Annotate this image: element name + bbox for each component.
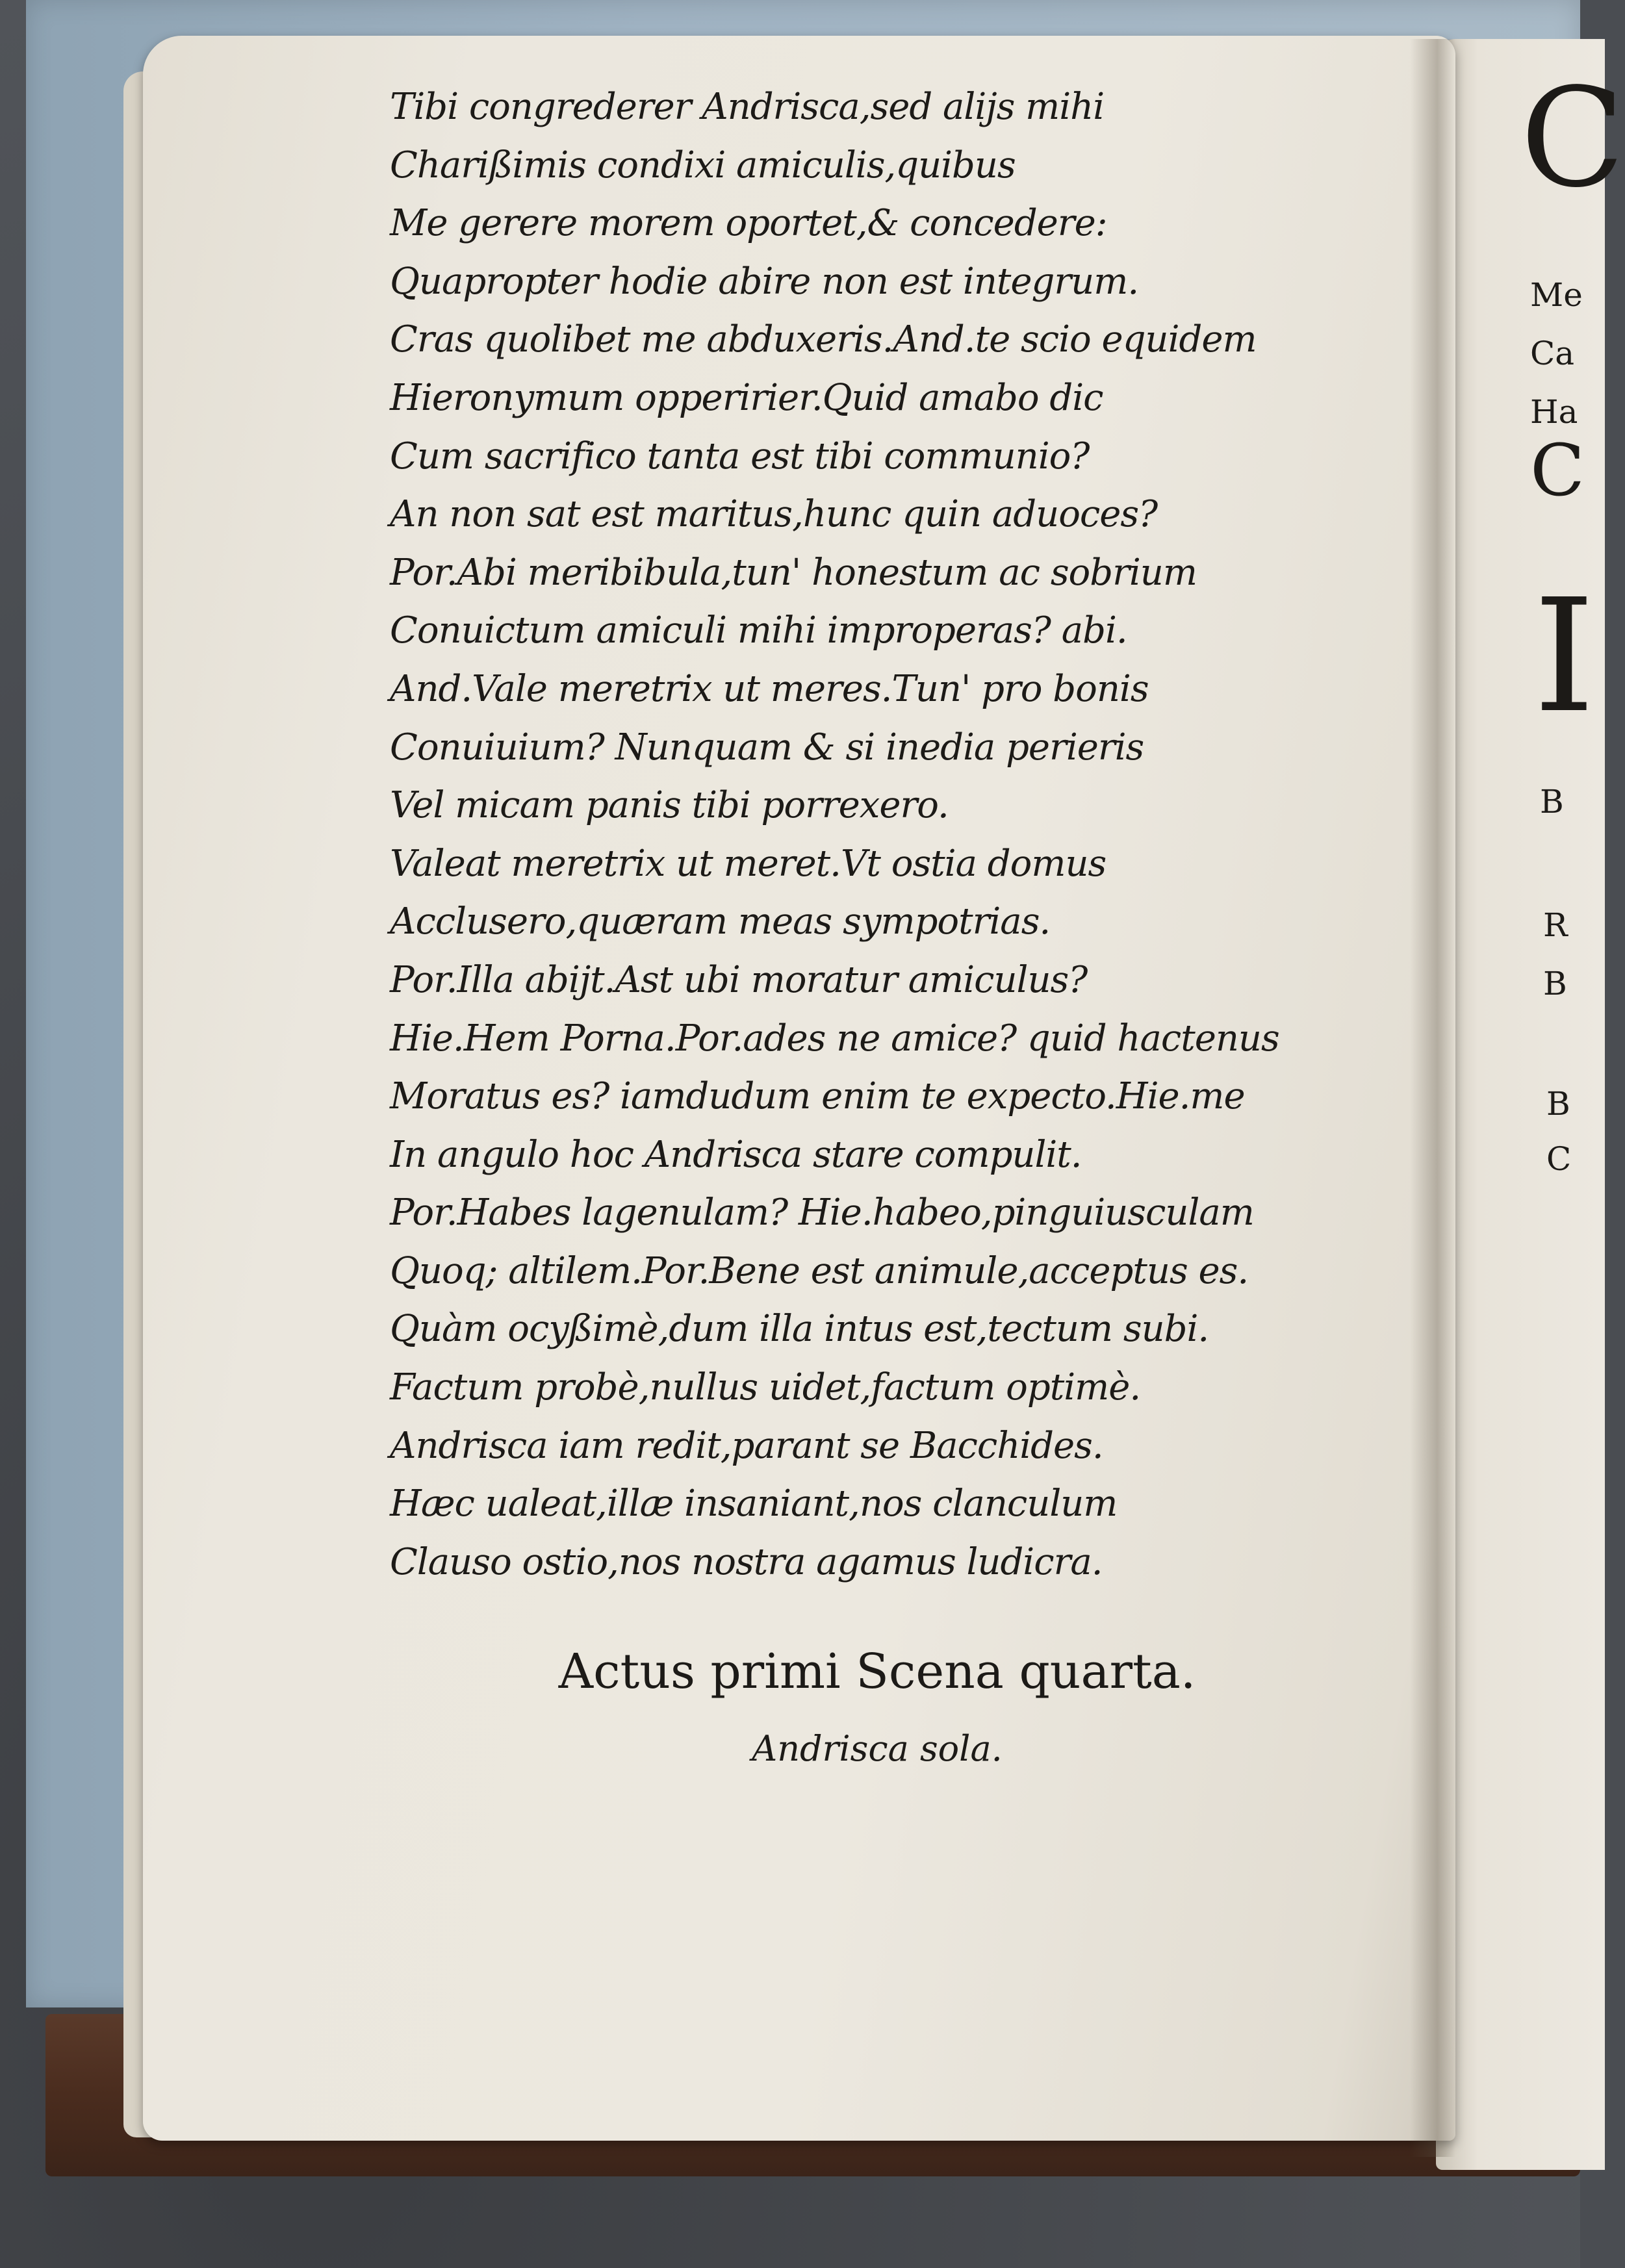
verse-line: Me gerere morem oportet,& concedere: [390,202,1107,245]
verse-line: Quapropter hodie abire non est integrum. [390,260,1139,303]
verse-line: In angulo hoc Andrisca stare compulit. [390,1133,1082,1176]
verse-text [390,78,1299,1591]
scene-subheading: Andrisca sola. [752,1728,1003,1769]
verse-line: Acclusero,quæram meas sympotrias. [390,900,1051,943]
verse-line: Hæc ualeat,illæ insaniant,nos clanculum [390,1483,1118,1525]
facing-fragment: C [1546,1140,1572,1178]
verse-line: Quàm ocyßimè,dum illa intus est,tectum subi. [390,1308,1209,1351]
facing-fragment: Me [1530,276,1583,314]
facing-page [1436,39,1605,2170]
facing-fragment: B [1540,783,1564,821]
verse-line: Conuiuium? Nunquam & si inedia perieris [390,726,1144,769]
facing-fragment: B [1543,965,1567,1002]
verse-line: Clauso ostio,nos nostra agamus ludicra. [390,1540,1103,1583]
verse-line: Por.Habes lagenulam? Hie.habeo,pinguiusculam [390,1191,1254,1234]
verse-line: Conuictum amiculi mihi improperas? abi. [390,609,1127,652]
facing-fragment: B [1546,1085,1570,1123]
verse-line: Charißimis condixi amiculis,quibus [390,144,1016,186]
verse-line: An non sat est maritus,hunc quin aduoces? [390,493,1158,536]
facing-fragment: Ha [1530,393,1578,431]
gutter [1410,39,1455,2157]
verse-line: Factum probè,nullus uidet,factum optimè. [390,1366,1141,1409]
verse-line: Hieronymum opperirier.Quid amabo dic [390,376,1103,419]
verse-line: Por.Illa abijt.Ast ubi moratur amiculus? [390,958,1088,1001]
verse-line: Cras quolibet me abduxeris.And.te scio equidem [390,318,1257,361]
verse-line: Valeat meretrix ut meret.Vt ostia domus [390,842,1107,885]
facing-fragment: R [1543,906,1568,944]
facing-fragment: I [1533,565,1595,747]
scene-heading: Actus primi Scena quarta. [558,1644,1196,1700]
facing-fragment: C [1520,58,1625,218]
verse-line: Moratus es? iamdudum enim te expecto.Hie.me [390,1075,1245,1118]
verse-line: And.Vale meretrix ut meres.Tun' pro bonis [390,667,1149,710]
verse-line: Tibi congrederer Andrisca,sed alijs mihi [390,86,1105,128]
verse-line: Andrisca iam redit,parant se Bacchides. [390,1424,1103,1467]
facing-fragment: Ca [1530,335,1575,372]
verse-line: Vel micam panis tibi porrexero. [390,784,949,827]
facing-fragment: C [1530,429,1585,512]
verse-line: Por.Abi meribibula,tun' honestum ac sobrium [390,551,1197,594]
verse-line: Quoq; altilem.Por.Bene est animule,acceptus es. [390,1249,1249,1292]
verse-line: Hie.Hem Porna.Por.ades ne amice? quid hactenus [390,1017,1279,1060]
verse-line: Cum sacrifico tanta est tibi communio? [390,435,1090,478]
